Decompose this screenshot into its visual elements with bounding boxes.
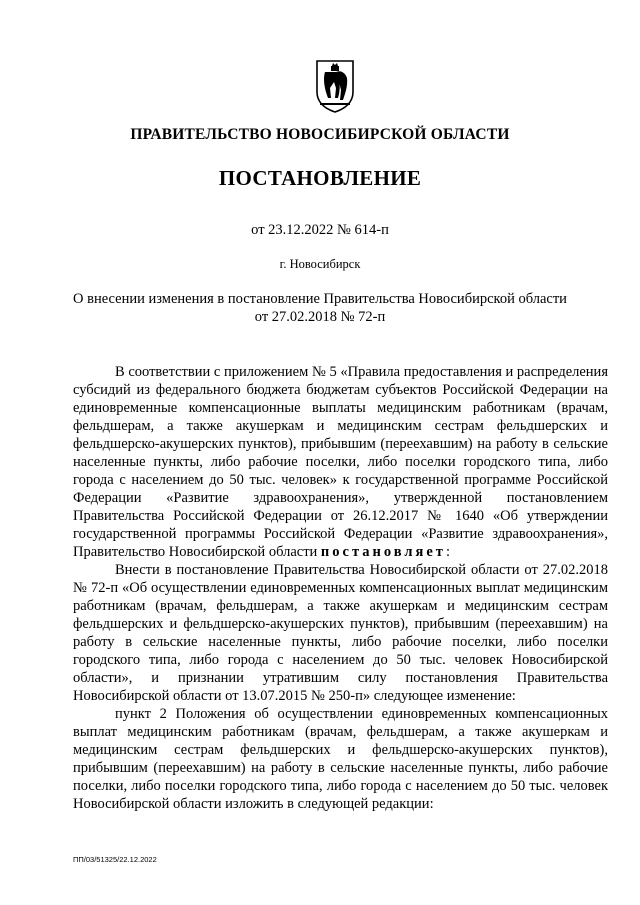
- subject-line-1: О внесении изменения в постановление Правительства Новосибирской области: [73, 291, 567, 307]
- document-body: [73, 363, 608, 813]
- document-city: г. Новосибирск: [279, 257, 361, 271]
- paragraph-amendment: Внести в постановление Правительства Новосибирской области от 27.02.2018 № 72-п «Об осуществлении единовременных компенсационных выплат медицинским работникам (врачам, фельдшерам, а также акушеркам и медицинским сестрам фельдшерских и фельдшерско-акушерских пунктов), прибывшим (переехавшим) на работу в сельские населенные пункты, либо рабочие поселки, либо поселки городского типа, либо города с населением до 50 тыс. человек Новосибирской области», и признании утратившим силу постановления Правительства Новосибирской области от 13.07.2015 № 250-п» следующее изменение:: [73, 562, 608, 704]
- paragraph-preamble: [73, 363, 608, 561]
- novosibirsk-coat-of-arms-icon: [314, 58, 356, 114]
- document-footer-code: ПП/03/51325/22.12.2022: [73, 855, 157, 864]
- organization-name: ПРАВИТЕЛЬСТВО НОВОСИБИРСКОЙ ОБЛАСТИ: [130, 126, 510, 143]
- decree-word: постановляет: [320, 544, 446, 560]
- paragraph-clause: пункт 2 Положения об осуществлении единовременных компенсационных выплат медицинским работникам (врачам, фельдшерам, а также акушеркам и медицинским сестрам фельдшерских и фельдшерско-акушерских пунктов), прибывшим (переехавшим) на работу в сельские населенные пункты, либо рабочие поселки, либо поселки городского типа, либо города с населением до 50 тыс. человек Новосибирской области изложить в следующей редакции:: [73, 706, 608, 812]
- document-subject: [70, 290, 570, 326]
- decree-colon: :: [445, 544, 450, 560]
- subject-line-2: от 27.02.2018 № 72-п: [254, 309, 386, 325]
- document-type-title: ПОСТАНОВЛЕНИЕ: [218, 166, 422, 190]
- document-date-number: от 23.12.2022 № 614-п: [251, 222, 389, 238]
- preamble-text: В соответствии с приложением № 5 «Правила предоставления и распределения субсидий из федерального бюджета бюджетам субъектов Российской Федерации на единовременные компенсационные выплаты медицинским работникам (врачам, фельдшерам, а также акушеркам и медицинским сестрам фельдшерских и фельдшерско-акушерских пунктов), прибывшим (переехавшим) на работу в сельские населенные пункты, либо рабочие поселки, либо поселки городского типа, либо города с населением до 50 тыс. человек» к государственной программе Российской Федерации «Развитие здравоохранения», утвержденной постановлением Правительства Российской Федерации от 26.12.2017 № 1640 «Об утверждении государственной программы Российской Федерации «Развитие здравоохранения», Правительство Новосибирской области: [73, 364, 608, 560]
